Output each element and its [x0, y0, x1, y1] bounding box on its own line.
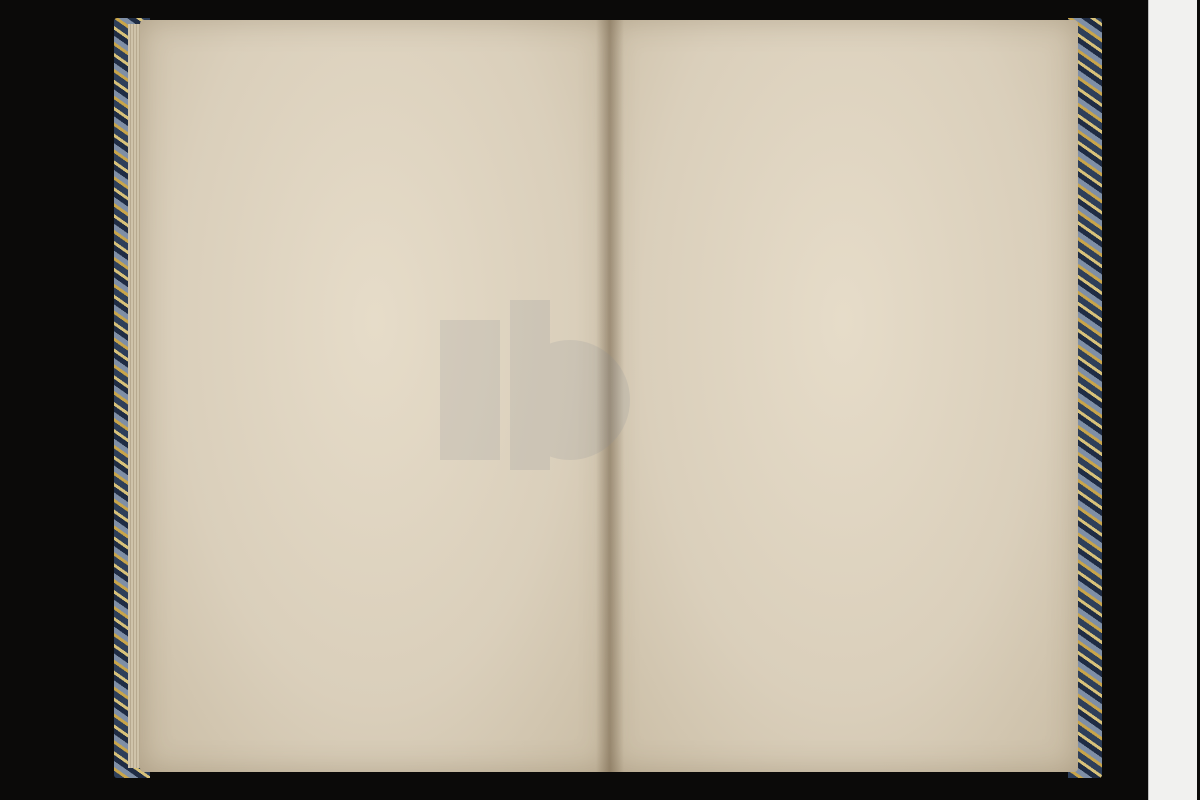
right-page	[608, 20, 1078, 772]
measurement-ruler	[1148, 0, 1197, 800]
library-logo-watermark	[420, 290, 670, 490]
